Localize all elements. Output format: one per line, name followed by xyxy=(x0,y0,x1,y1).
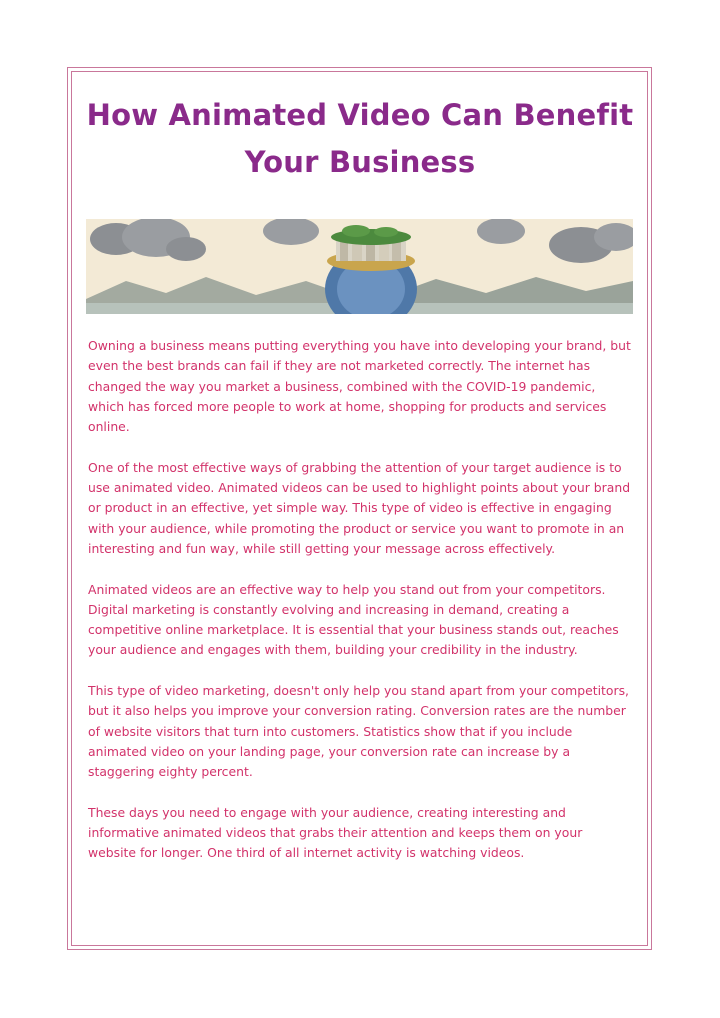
banner-illustration xyxy=(86,219,633,314)
paragraph-stand-out: Animated videos are an effective way to help you stand out from your competitors. Digital marketing is constantly evolving and increasing in demand, creating a competitive online marketplace. It is essential that your business stands out, reaches your audience and engages with them, building your credibility in the industry. xyxy=(88,581,619,658)
paragraph-conversion: This type of video marketing, doesn't only help you stand apart from your competitors, but it also helps you improve your conversion rating. Conversion rates are the number of website visitors that turn into customers. Statistics show that if you include animated video on your landing page, your conversion rate can increase by a staggering eighty percent. xyxy=(88,683,629,780)
document-title: How Animated Video Can Benefit Your Business xyxy=(86,98,634,179)
paragraph-engage: These days you need to engage with your audience, creating interesting and informative animated videos that grabs their attention and keeps them on your website for longer. One third of all internet activity is watching videos. xyxy=(88,804,583,861)
paragraph-intro: Owning a business means putting everything you have into developing your brand, but even the best brands can fail if they are not marketed correctly. The internet has changed the way you market a business, combined with the COVID-19 pandemic, which has forced more people to work at home, shopping for products and services online. xyxy=(88,338,631,435)
paragraph-target-audience: One of the most effective ways of grabbing the attention of your target audience is to use animated video. Animated videos can be used to highlight points about your brand or product in an effective, yet simple way. This type of video is effective in engaging with your audience, while promoting the product or service you want to promote in an interesting and fun way, while still getting your message across effectively. xyxy=(88,459,631,556)
document-body xyxy=(88,336,632,864)
